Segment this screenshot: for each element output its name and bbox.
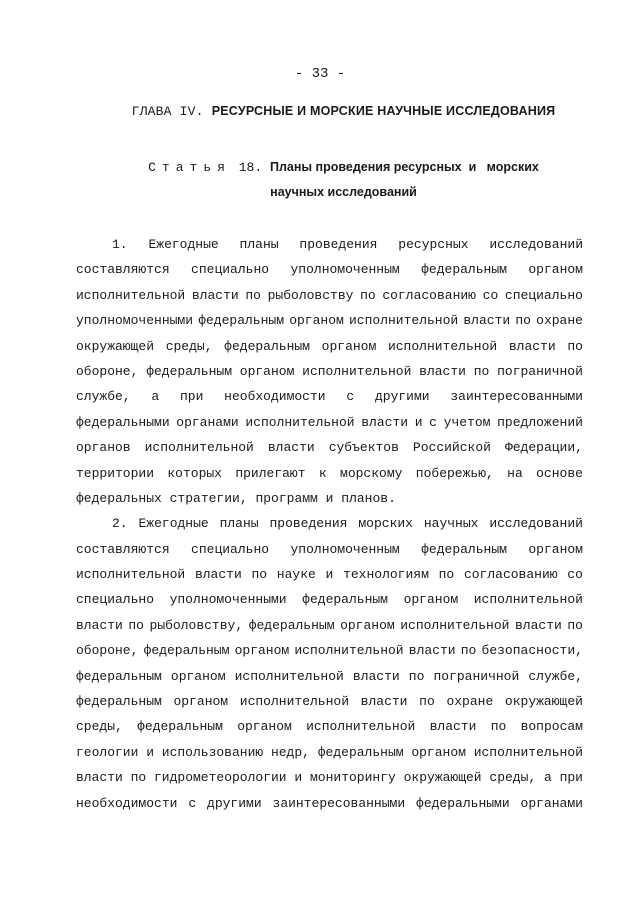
word: федеральным	[317, 744, 404, 760]
word: научных	[423, 516, 479, 532]
text-line	[76, 283, 583, 308]
paragraph	[76, 511, 583, 816]
word: органами	[176, 414, 239, 430]
word: власти	[508, 338, 556, 354]
text-line	[76, 359, 583, 384]
word: органов	[76, 440, 131, 456]
word: науке	[276, 567, 316, 583]
text-line	[76, 308, 583, 333]
word: органами	[520, 795, 583, 811]
text-line	[76, 537, 583, 562]
text-line	[76, 714, 583, 739]
word: власти	[191, 287, 239, 303]
word: специально	[191, 541, 270, 557]
word: программ	[255, 490, 326, 506]
word: прилегают	[235, 465, 306, 481]
word: и	[294, 770, 303, 786]
word: субъектов	[328, 440, 399, 456]
word: службе,	[76, 389, 131, 405]
word: по	[460, 643, 477, 659]
article-heading	[76, 155, 611, 205]
word: предложений	[497, 414, 583, 430]
word: к	[318, 465, 327, 481]
word: специально	[504, 287, 583, 303]
word: исполнительной	[302, 363, 412, 379]
word: составляются	[76, 262, 170, 278]
text-line	[76, 740, 583, 765]
word: исполнительной	[234, 668, 344, 684]
word: составляются	[76, 541, 170, 557]
word: власти	[408, 643, 456, 659]
word: специально	[191, 262, 270, 278]
word: 1.	[112, 237, 128, 252]
word: органом	[340, 617, 395, 633]
text-line	[76, 410, 583, 435]
word: ресурсных	[398, 237, 469, 252]
word: органом	[321, 338, 377, 354]
word: и	[325, 490, 342, 506]
page-number: - 33 -	[294, 66, 346, 82]
text-line	[76, 435, 583, 460]
text-line	[76, 511, 583, 536]
word: по	[408, 668, 425, 684]
word: исполнительной	[76, 567, 186, 583]
word: по	[567, 338, 583, 354]
word: по	[419, 694, 435, 710]
text-line	[76, 587, 583, 612]
word: со	[482, 287, 499, 303]
word: Ежегодные	[148, 237, 219, 252]
word: исследований	[489, 237, 583, 252]
article-body	[76, 232, 583, 816]
word: органом	[234, 643, 290, 659]
word: другими	[207, 795, 262, 811]
word: исполнительной	[348, 313, 459, 329]
word: уполномоченным	[290, 262, 400, 278]
word: органом	[173, 694, 229, 710]
text-line	[76, 791, 583, 816]
word: необходимости	[76, 795, 178, 811]
text-line	[76, 384, 583, 409]
text-line	[76, 765, 583, 790]
word: исполнительной	[473, 592, 583, 608]
word: уполномоченными	[169, 592, 287, 608]
word: органом	[170, 668, 226, 684]
word: по	[490, 719, 507, 735]
word: вопросам	[520, 719, 583, 735]
word: с	[188, 795, 197, 811]
text-line	[76, 664, 583, 689]
word: проведения	[269, 516, 348, 532]
word: геологии	[76, 744, 139, 760]
word: при	[179, 389, 204, 405]
word: по	[245, 287, 261, 303]
word: исполнительной	[400, 617, 510, 633]
word: обороне,	[76, 643, 139, 659]
word: проведения	[299, 237, 378, 252]
word: пограничной	[433, 668, 520, 684]
paragraph	[76, 232, 583, 511]
word: исполнительной	[473, 744, 583, 760]
word: Российской	[412, 440, 491, 456]
word: окружающей	[504, 694, 583, 710]
word: по	[473, 363, 490, 379]
word: среды,	[165, 338, 213, 354]
word: власти	[76, 617, 123, 633]
word: по	[515, 313, 531, 329]
word: морскому	[340, 465, 403, 481]
word: власти	[352, 668, 400, 684]
word: среды,	[76, 719, 123, 735]
article-word: Статья	[148, 160, 231, 175]
word: гидрометеорологии	[153, 770, 287, 786]
word: исполнительной	[239, 694, 349, 710]
text-line	[76, 461, 583, 486]
word: мониторингу	[309, 770, 396, 786]
text-line	[76, 638, 583, 663]
word: охране	[446, 694, 494, 710]
word: исполнительной	[144, 440, 254, 456]
text-line	[76, 232, 583, 257]
chapter-prefix: ГЛАВА IV.	[131, 104, 204, 119]
word: Ежегодные	[138, 516, 209, 532]
text-line	[76, 562, 583, 587]
word: побережью,	[415, 465, 494, 481]
word: по	[130, 770, 147, 786]
article-title-line1: Планы проведения ресурсных и морских	[269, 160, 539, 174]
word: федеральным	[302, 592, 388, 608]
word: при	[559, 770, 583, 786]
word: власти	[361, 414, 409, 430]
word: власти	[194, 567, 242, 583]
word: федеральным	[198, 313, 285, 329]
word: федеральным	[224, 338, 310, 354]
word: органом	[411, 744, 466, 760]
word: федеральными	[416, 795, 510, 811]
word: федеральным	[421, 262, 507, 278]
word: по	[128, 617, 144, 633]
word: основе	[536, 465, 583, 481]
word: федеральным	[76, 668, 162, 684]
word: стратегии,	[169, 490, 256, 506]
word: среды,	[489, 770, 537, 786]
word: уполномоченным	[290, 541, 400, 557]
word: а	[151, 389, 160, 405]
word: рыболовству,	[149, 617, 244, 633]
word: и	[146, 744, 154, 760]
word: органом	[528, 262, 583, 278]
word: технологиям	[343, 567, 429, 583]
word: с	[429, 414, 437, 430]
word: по	[438, 567, 455, 583]
word: обороне,	[76, 363, 139, 379]
word: исследований	[489, 516, 583, 532]
word: а	[543, 770, 552, 786]
word: недр,	[270, 744, 310, 760]
word: со	[567, 567, 583, 583]
word: органом	[403, 592, 459, 608]
word: другими	[374, 389, 430, 405]
word: пограничной	[497, 363, 583, 379]
article-title-line2: научных исследований	[270, 185, 417, 199]
text-line	[76, 486, 583, 511]
word: федеральным	[421, 541, 507, 557]
word: планов.	[341, 490, 396, 506]
word: необходимости	[224, 389, 326, 405]
text-line	[76, 334, 583, 359]
word: федеральным	[137, 719, 223, 735]
word: рыболовству	[267, 287, 354, 303]
chapter-title: РЕСУРСНЫЕ И МОРСКИЕ НАУЧНЫЕ ИССЛЕДОВАНИЯ	[211, 104, 556, 118]
word: федеральными	[76, 414, 170, 430]
word: учетом	[443, 414, 491, 430]
word: с	[346, 389, 355, 405]
chapter-heading	[76, 104, 611, 119]
word: согласованию	[463, 567, 558, 583]
word: власти	[463, 313, 511, 329]
word: исполнительной	[294, 643, 404, 659]
word: окружающей	[403, 770, 482, 786]
word: и	[414, 414, 423, 430]
word: федеральным	[248, 617, 335, 633]
word: территории	[76, 465, 155, 481]
word: исполнительной	[387, 338, 498, 354]
word: по	[567, 617, 583, 633]
word: 2.	[112, 516, 128, 532]
word: власти	[419, 363, 466, 379]
word: на	[507, 465, 523, 481]
word: службе,	[528, 668, 583, 684]
word: исполнительной	[306, 719, 416, 735]
word: которых	[167, 465, 222, 481]
word: федеральным	[146, 363, 233, 379]
word: исполнительной	[245, 414, 355, 430]
text-line	[76, 257, 583, 282]
word: безопасности,	[481, 643, 583, 659]
word: и	[325, 567, 334, 583]
word: власти	[429, 719, 477, 735]
word: окружающей	[76, 338, 155, 354]
word: органом	[528, 541, 583, 557]
word: власти	[514, 617, 562, 633]
word: органом	[289, 313, 344, 329]
word: морских	[358, 516, 413, 532]
text-line	[76, 613, 583, 638]
word: власти	[76, 770, 123, 786]
word: власти	[267, 440, 315, 456]
word: планы	[239, 237, 279, 252]
word: органом	[239, 363, 295, 379]
word: заинтересованными	[272, 795, 406, 811]
word: власти	[360, 694, 408, 710]
word: специально	[76, 592, 155, 608]
word: федеральным	[143, 643, 230, 659]
text-line	[76, 689, 583, 714]
word: планы	[219, 516, 259, 532]
word: федеральным	[76, 694, 162, 710]
word: уполномоченными	[76, 313, 194, 329]
word: заинтересованными	[450, 389, 583, 405]
word: использованию	[161, 744, 264, 760]
word: согласованию	[382, 287, 476, 303]
word: федеральных	[76, 490, 170, 506]
word: органом	[237, 719, 292, 735]
word: охране	[536, 313, 583, 329]
article-number: 18.	[238, 160, 263, 175]
word: Федерации,	[504, 440, 583, 456]
word: исполнительной	[76, 287, 186, 303]
word: по	[251, 567, 268, 583]
word: по	[360, 287, 376, 303]
